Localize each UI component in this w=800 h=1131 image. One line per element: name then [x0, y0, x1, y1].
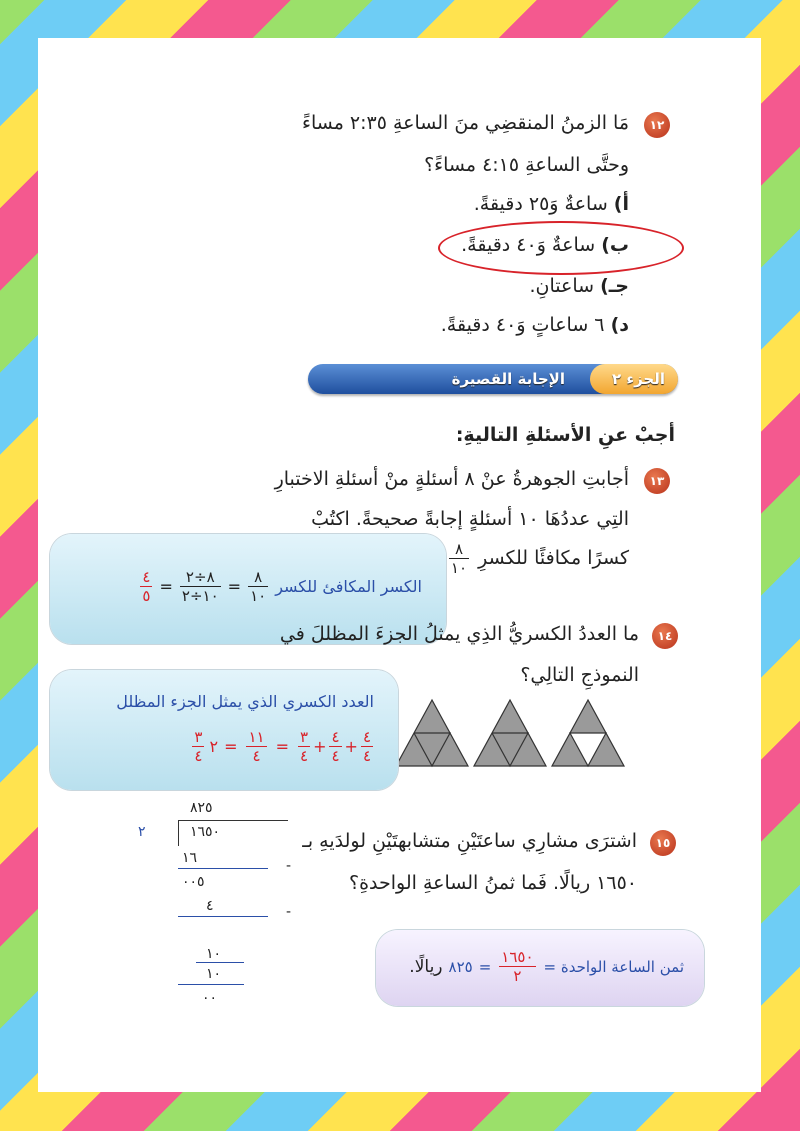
division-bar — [178, 820, 288, 821]
option-text: ساعةٌ وَ٤٠ دقيقةً. — [461, 234, 596, 256]
numerator: ٨÷٢ — [180, 568, 221, 587]
numerator: ٤ — [331, 728, 340, 746]
option-text: ٦ ساعاتٍ وَ٤٠ دقيقةً. — [440, 314, 605, 336]
q13-line3-text: كسرًا مكافئًا للكسرِ — [478, 547, 629, 569]
plus-sign: + — [344, 737, 358, 756]
numerator: ٤ — [362, 728, 371, 746]
q15-line1: اشترَى مشارِي ساعتَيْنِ متشابهتَيْنِ لولدَيهِ بـ — [302, 830, 637, 852]
answer-label: الكسر المكافئ للكسر — [275, 577, 422, 596]
fraction-a — [361, 728, 373, 765]
dividend: ١٦٥٠ — [190, 824, 221, 840]
q12-line2: وحتَّى الساعةِ ٤:١٥ مساءً؟ — [424, 154, 629, 176]
fraction-c — [298, 728, 310, 765]
whole-number: ٢ — [209, 737, 219, 756]
question-number-14: ١٤ — [652, 623, 678, 649]
triangle-shape-2 — [474, 700, 546, 766]
q13-line2: التِي عددُهَا ١٠ أسئلةٍ إجابةً صحيحةً. اكتُبْ — [311, 508, 629, 530]
q12-option-d — [441, 314, 629, 336]
denominator: ١٠ — [250, 587, 267, 605]
option-text: ساعةٌ وَ٢٥ دقيقةً. — [473, 193, 608, 215]
q13-line1: أجابتِ الجوهرةُ عنْ ٨ أسئلةٍ منْ أسئلةِ الاختبارِ — [274, 468, 629, 490]
remainder: ٠٠ — [202, 990, 218, 1006]
subtraction-line — [178, 916, 268, 917]
banner-part: الجزء ٢ — [612, 370, 665, 388]
step-5: ١٠ — [206, 966, 222, 982]
q15-answer-line — [409, 948, 684, 985]
numerator: ١٦٥٠ — [501, 948, 534, 966]
fraction-price — [499, 948, 535, 985]
denominator: ١٠ — [450, 559, 468, 577]
plus-sign: + — [313, 737, 327, 756]
answer-label: ثمن الساعة الواحدة = — [543, 957, 684, 976]
long-division-work — [86, 796, 322, 1018]
step-4: ١٠ — [206, 946, 222, 962]
denominator: ٤ — [252, 747, 261, 765]
subtraction-line — [196, 962, 244, 963]
option-letter: جـ) — [600, 275, 629, 297]
q15-line2: ١٦٥٠ ريالًا. فَما ثمنُ الساعةِ الواحدةِ؟ — [349, 872, 637, 894]
subtraction-line — [178, 984, 244, 985]
denominator: ٤ — [194, 747, 203, 765]
question-number-12: ١٢ — [644, 112, 670, 138]
q14-answer-card — [50, 670, 398, 790]
instruction: أجبْ عنِ الأسئلةِ التاليةِ: — [455, 424, 675, 446]
quotient: ٨٢٥ — [190, 800, 213, 816]
question-number-13: ١٣ — [644, 468, 670, 494]
q14-line2: النموذجِ التالِي؟ — [520, 664, 639, 686]
subtraction-line — [178, 868, 268, 869]
minus-sign: - — [286, 858, 292, 874]
denominator: ٤ — [300, 747, 309, 765]
numerator: ٣ — [194, 728, 203, 746]
denominator: ٢ — [513, 967, 522, 985]
q12-option-a — [474, 193, 629, 215]
result-value: ٨٢٥ — [448, 957, 473, 976]
equals-sign: = — [227, 577, 242, 596]
minus-sign: - — [286, 904, 292, 920]
triangle-shape-1 — [396, 700, 468, 766]
equals-sign: = — [224, 737, 238, 756]
q12-line1: مَا الزمنُ المنقضِي منَ الساعةِ ٢:٣٥ مساءً — [302, 112, 629, 134]
correct-answer-circle — [438, 221, 684, 275]
triangle-shape-3 — [552, 700, 624, 766]
equals-sign: = — [275, 737, 289, 756]
triangle-model — [396, 698, 628, 768]
numerator: ٤ — [142, 568, 151, 586]
q14-answer-line — [189, 728, 376, 765]
fraction-original — [248, 568, 268, 605]
numerator: ٨ — [449, 540, 469, 559]
numerator: ٣ — [300, 728, 309, 746]
denominator: ٤ — [362, 747, 371, 765]
denominator: ٥ — [142, 587, 151, 605]
option-letter: د) — [610, 314, 629, 336]
q13-line3 — [430, 540, 629, 577]
denominator: ١٠÷٢ — [181, 587, 219, 605]
divisor: ٢ — [138, 824, 146, 840]
option-letter: ب) — [601, 234, 629, 256]
fraction-b — [329, 728, 341, 765]
fraction-d — [246, 728, 266, 765]
fraction-e — [192, 728, 204, 765]
q13-answer-line — [137, 568, 422, 605]
numerator: ١١ — [248, 728, 265, 746]
q14-answer-label: العدد الكسري الذي يمثل الجزء المظلل — [116, 692, 374, 711]
step-1: ١٦ — [182, 850, 198, 866]
step-3: ٤ — [206, 898, 214, 914]
banner-title: الإجابة القصيرة — [451, 370, 565, 388]
equals-sign: = — [159, 577, 173, 596]
unit-text: ريالًا. — [409, 956, 443, 977]
division-bracket — [178, 820, 179, 846]
option-letter: أ) — [613, 193, 629, 215]
fraction-result — [140, 568, 152, 605]
numerator: ٨ — [248, 568, 268, 587]
q14-line1: ما العددُ الكسريُّ الذِي يمثلُ الجزءَ المظللَ في — [279, 623, 639, 645]
question-number-15: ١٥ — [650, 830, 676, 856]
denominator: ٤ — [331, 747, 340, 765]
page — [38, 38, 761, 1092]
q12-option-c — [530, 275, 629, 297]
fraction-divided — [180, 568, 221, 605]
q13-fraction — [449, 540, 469, 577]
q15-answer-card — [376, 930, 704, 1006]
option-text: ساعتانِ. — [529, 275, 595, 297]
equals-sign: = — [478, 957, 492, 976]
step-2: ٠٠٥ — [182, 874, 205, 890]
